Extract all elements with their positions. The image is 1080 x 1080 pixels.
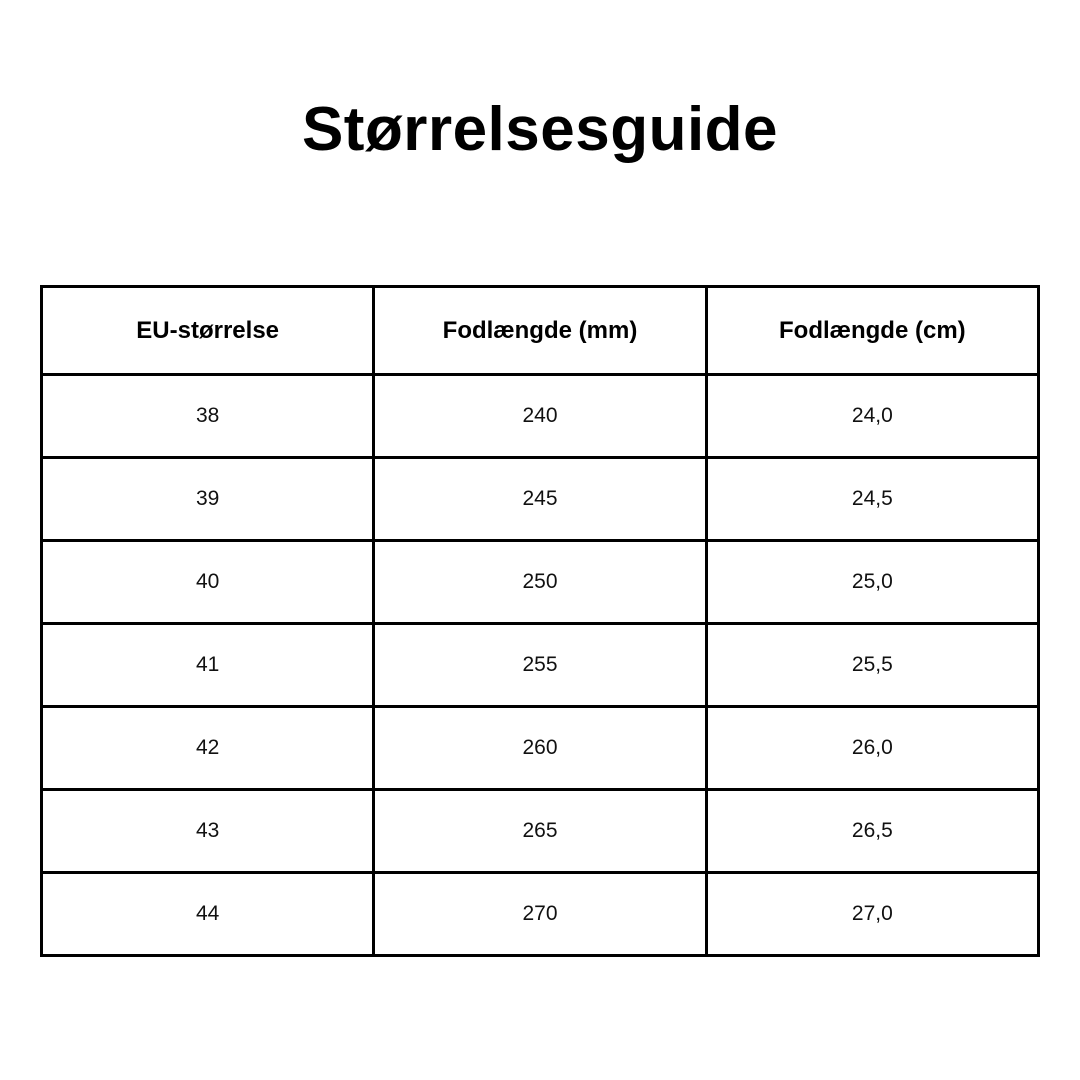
cell-foot-length-mm: 260 bbox=[374, 707, 706, 790]
cell-foot-length-mm: 240 bbox=[374, 375, 706, 458]
table-row bbox=[42, 375, 1039, 458]
cell-foot-length-cm: 24,0 bbox=[706, 375, 1038, 458]
cell-eu-size: 41 bbox=[42, 624, 374, 707]
cell-eu-size: 44 bbox=[42, 873, 374, 956]
table-row bbox=[42, 873, 1039, 956]
cell-foot-length-cm: 27,0 bbox=[706, 873, 1038, 956]
table-row bbox=[42, 790, 1039, 873]
cell-foot-length-cm: 26,5 bbox=[706, 790, 1038, 873]
cell-eu-size: 43 bbox=[42, 790, 374, 873]
cell-foot-length-mm: 270 bbox=[374, 873, 706, 956]
cell-foot-length-mm: 245 bbox=[374, 458, 706, 541]
cell-foot-length-cm: 24,5 bbox=[706, 458, 1038, 541]
cell-foot-length-mm: 265 bbox=[374, 790, 706, 873]
cell-eu-size: 40 bbox=[42, 541, 374, 624]
cell-foot-length-mm: 255 bbox=[374, 624, 706, 707]
table-row bbox=[42, 458, 1039, 541]
table-row bbox=[42, 624, 1039, 707]
table-header-row bbox=[42, 287, 1039, 375]
cell-eu-size: 39 bbox=[42, 458, 374, 541]
table-row bbox=[42, 541, 1039, 624]
table-row bbox=[42, 707, 1039, 790]
cell-foot-length-cm: 25,5 bbox=[706, 624, 1038, 707]
column-header-eu-size: EU-størrelse bbox=[42, 287, 374, 375]
cell-eu-size: 42 bbox=[42, 707, 374, 790]
cell-eu-size: 38 bbox=[42, 375, 374, 458]
size-guide-table bbox=[40, 285, 1040, 957]
column-header-foot-length-cm: Fodlængde (cm) bbox=[706, 287, 1038, 375]
table-body bbox=[42, 375, 1039, 956]
page-title: Størrelsesguide bbox=[301, 95, 779, 164]
table-header bbox=[42, 287, 1039, 375]
cell-foot-length-mm: 250 bbox=[374, 541, 706, 624]
column-header-foot-length-mm: Fodlængde (mm) bbox=[374, 287, 706, 375]
cell-foot-length-cm: 26,0 bbox=[706, 707, 1038, 790]
cell-foot-length-cm: 25,0 bbox=[706, 541, 1038, 624]
